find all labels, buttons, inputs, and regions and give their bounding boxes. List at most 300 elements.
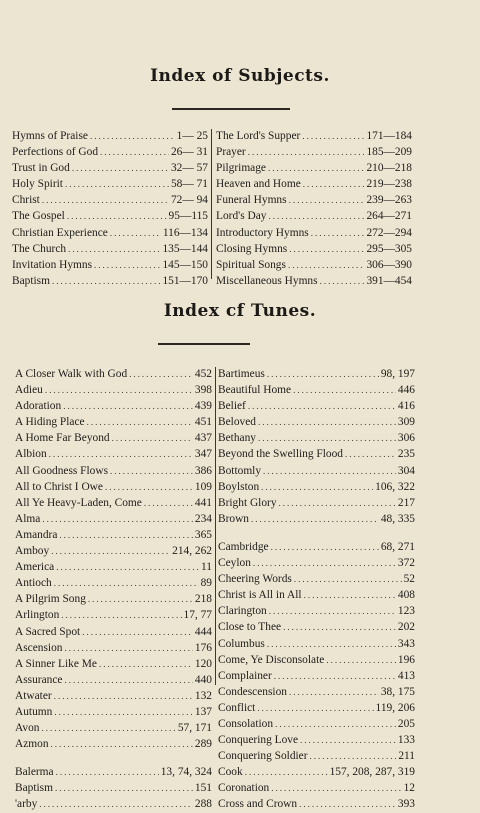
tunes-title: Index cf Tunes. [163, 301, 317, 321]
entry-name: Adieu [15, 384, 43, 397]
entry-name: Conflict [218, 701, 256, 714]
tune-entry [218, 764, 415, 780]
subject-entry [12, 257, 208, 273]
tune-entry [15, 607, 212, 623]
entry-name: Christ is All in All [218, 589, 302, 602]
dot-leader [320, 273, 365, 289]
entry-name: The Church [12, 242, 67, 255]
entry-number: 145—150 [162, 258, 208, 271]
dot-leader [248, 398, 396, 414]
entry-number: 176 [194, 641, 212, 654]
subject-entry [12, 241, 208, 257]
entry-number: 12 [403, 782, 415, 795]
subject-entry [12, 273, 208, 289]
tune-entry [218, 700, 415, 716]
entry-name: Baptism [12, 274, 50, 287]
tune-entry [15, 575, 212, 591]
subject-entry [12, 225, 208, 241]
subject-entry [216, 273, 412, 289]
tune-entry [15, 591, 212, 607]
tune-entry [218, 748, 415, 764]
entry-name: Beloved [218, 416, 256, 429]
entry-name: A Home Far Beyond [15, 432, 110, 445]
dot-leader [64, 672, 192, 688]
tune-entry [15, 640, 212, 656]
dot-leader [87, 414, 193, 430]
entry-name: A Sacred Spot [15, 625, 81, 638]
tunes-column-divider [215, 367, 216, 685]
dot-leader [54, 688, 193, 704]
dot-leader [289, 192, 365, 208]
subjects-column-divider [211, 129, 212, 279]
dot-leader [293, 382, 396, 398]
tune-entry [15, 463, 212, 479]
entry-number: 304 [397, 464, 415, 477]
entry-number: 234 [194, 512, 212, 525]
entry-name: Condescension [218, 685, 287, 698]
entry-name: Christian Experience [12, 226, 108, 239]
entry-number: 116—134 [162, 226, 208, 239]
entry-number: 151 [194, 782, 212, 795]
entry-name: Brown [218, 512, 250, 525]
tune-entry [218, 684, 415, 700]
dot-leader [304, 587, 396, 603]
dot-leader [63, 398, 193, 414]
entry-name: A Sinner Like Me [15, 657, 97, 670]
subject-entry [12, 144, 208, 160]
entry-name: A Closer Walk with God [15, 368, 128, 380]
tune-entry [15, 382, 212, 398]
tune-entry [218, 619, 415, 635]
entry-name: Amandra [15, 528, 58, 541]
entry-number: 13, 74, 324 [160, 766, 212, 779]
entry-number: 38, 175 [380, 685, 415, 698]
entry-name: A Pilgrim Song [15, 593, 86, 606]
entry-name: Conquering Love [218, 734, 299, 747]
entry-name: Amboy [15, 545, 50, 558]
entry-name: America [15, 561, 55, 574]
entry-number: 217 [397, 496, 415, 509]
entry-number: 372 [397, 557, 415, 570]
tunes-left-column [15, 366, 212, 813]
dot-leader [267, 366, 379, 382]
dot-leader [269, 603, 396, 619]
entry-name: Trust in God [12, 162, 70, 175]
dot-leader [55, 780, 193, 796]
entry-name: Holy Spirit [12, 178, 63, 191]
dot-leader [51, 543, 170, 559]
entry-number: 309 [397, 416, 415, 429]
tune-entry [15, 752, 212, 764]
tune-entry [15, 414, 212, 430]
subject-entry [12, 128, 208, 144]
entry-name: Complainer [218, 669, 272, 682]
dot-leader [289, 684, 379, 700]
subject-entry [216, 192, 412, 208]
dot-leader [299, 796, 396, 812]
entry-number: 239—263 [366, 194, 412, 207]
entry-number: 413 [397, 669, 415, 682]
subject-entry [12, 160, 208, 176]
dot-leader [310, 748, 397, 764]
dot-leader [110, 225, 161, 241]
entry-number: 306 [397, 432, 415, 445]
tune-entry [218, 398, 415, 414]
dot-leader [258, 430, 396, 446]
entry-number: 289 [194, 738, 212, 751]
dot-leader [110, 463, 193, 479]
entry-number: 135—144 [162, 242, 208, 255]
tune-entry [218, 430, 415, 446]
entry-name: All Ye Heavy-Laden, Come [15, 496, 142, 509]
dot-leader [248, 144, 365, 160]
tune-entry [218, 527, 415, 539]
tune-entry [15, 764, 212, 780]
tune-entry [218, 716, 415, 732]
tune-entry [218, 587, 415, 603]
tune-entry [15, 656, 212, 672]
tune-entry [218, 414, 415, 430]
tune-entry [15, 495, 212, 511]
dot-leader [268, 208, 364, 224]
dot-leader [42, 511, 193, 527]
entry-number: 109 [194, 480, 212, 493]
dot-leader [56, 764, 159, 780]
dot-leader [65, 176, 169, 192]
entry-name: Perfections of God [12, 146, 99, 159]
dot-leader [268, 160, 364, 176]
entry-number: 452 [194, 368, 212, 380]
dot-leader [289, 241, 364, 257]
dot-leader [90, 128, 175, 144]
entry-name: 'arby [15, 798, 38, 811]
subject-entry [216, 241, 412, 257]
entry-number: 218 [194, 593, 212, 606]
entry-name: Come, Ye Disconsolate [218, 653, 325, 666]
dot-leader [112, 430, 193, 446]
entry-name: Assurance [15, 673, 63, 686]
dot-leader [68, 241, 160, 257]
entry-number: 441 [194, 496, 212, 509]
tune-entry [15, 672, 212, 688]
entry-number: 132 [194, 689, 212, 702]
dot-leader [56, 559, 199, 575]
dot-leader [64, 640, 192, 656]
entry-number: 57, 171 [177, 722, 212, 735]
dot-leader [274, 668, 396, 684]
entry-name: Introductory Hymns [216, 226, 309, 239]
dot-leader [300, 732, 396, 748]
dot-leader [294, 571, 402, 587]
subjects-title: Index of Subjects. [150, 66, 330, 86]
dot-leader [51, 736, 193, 752]
entry-number: 393 [397, 798, 415, 811]
dot-leader [144, 495, 193, 511]
dot-leader [283, 619, 396, 635]
dot-leader [82, 624, 193, 640]
entry-name: Funeral Hymns [216, 194, 287, 207]
subject-entry [216, 128, 412, 144]
entry-name: Prayer [216, 146, 246, 159]
entry-name: Cook [218, 766, 243, 779]
tune-entry [218, 652, 415, 668]
dot-leader [41, 720, 175, 736]
entry-name: Antioch [15, 577, 52, 590]
entry-number: 26— 31 [170, 146, 208, 159]
tune-entry [218, 366, 415, 382]
tune-entry [15, 366, 212, 382]
entry-number: 171—184 [366, 130, 412, 142]
dot-leader [100, 144, 169, 160]
entry-number: 219—238 [366, 178, 412, 191]
subject-entry [12, 208, 208, 224]
dot-leader [245, 764, 328, 780]
subjects-right-column [216, 128, 412, 289]
entry-number: 235 [397, 448, 415, 461]
entry-number: 386 [194, 464, 212, 477]
entry-name: Spiritual Songs [216, 258, 286, 271]
entry-name: Cheering Words [218, 573, 292, 586]
entry-number: 48, 335 [380, 512, 415, 525]
tune-entry [15, 543, 212, 559]
dot-leader [251, 511, 379, 527]
dot-leader [54, 704, 193, 720]
entry-number: 205 [397, 717, 415, 730]
entry-number: 32— 57 [170, 162, 208, 175]
dot-leader [59, 527, 193, 543]
entry-number: 214, 262 [172, 545, 212, 558]
entry-name: Columbus [218, 637, 265, 650]
dot-leader [326, 652, 396, 668]
entry-number: 202 [397, 621, 415, 634]
tune-entry [218, 796, 415, 812]
entry-name: Cambridge [218, 540, 269, 553]
subject-entry [216, 257, 412, 273]
dot-leader [88, 591, 193, 607]
entry-number: 11 [201, 561, 212, 574]
entry-number: 157, 208, 287, 319 [329, 766, 415, 779]
subject-entry [216, 160, 412, 176]
dot-leader [45, 382, 193, 398]
entry-number: 408 [397, 589, 415, 602]
dot-leader [67, 208, 167, 224]
dot-leader [302, 128, 364, 144]
entry-number: 295—305 [366, 242, 412, 255]
dot-leader [257, 700, 373, 716]
entry-name: The Gospel [12, 210, 65, 223]
dot-leader [311, 225, 365, 241]
dot-leader [279, 495, 396, 511]
entry-name: Invitation Hymns [12, 258, 93, 271]
tune-entry [218, 463, 415, 479]
entry-name: Cross and Crown [218, 798, 298, 811]
entry-number: 210—218 [366, 162, 412, 175]
entry-number: 133 [397, 734, 415, 747]
dot-leader [253, 555, 396, 571]
dot-leader [129, 366, 193, 382]
entry-name: Balerma [15, 766, 54, 779]
subjects-title-rule [172, 108, 290, 110]
tune-entry [15, 527, 212, 543]
entry-name: Bottomly [218, 464, 262, 477]
entry-name: Consolation [218, 717, 274, 730]
entry-number: 343 [397, 637, 415, 650]
entry-number: 119, 206 [375, 701, 415, 714]
entry-name: A Hiding Place [15, 416, 85, 429]
tunes-right-column [218, 366, 415, 813]
entry-number: 416 [397, 400, 415, 413]
dot-leader [275, 716, 396, 732]
tune-entry [218, 732, 415, 748]
entry-number: 444 [194, 625, 212, 638]
tune-entry [15, 511, 212, 527]
tune-entry [15, 430, 212, 446]
dot-leader [263, 463, 396, 479]
entry-name: Conquering Soldier [218, 750, 308, 763]
tune-entry [15, 479, 212, 495]
tune-entry [15, 688, 212, 704]
entry-number: 58— 71 [170, 178, 208, 191]
entry-name: Close to Thee [218, 621, 282, 634]
entry-name: Bright Glory [218, 496, 277, 509]
entry-number: 306—390 [366, 258, 412, 271]
entry-name: Bartimeus [218, 368, 265, 380]
dot-leader [39, 796, 193, 812]
entry-number: 439 [194, 400, 212, 413]
entry-name: The Lord's Supper [216, 130, 301, 142]
entry-name: Avon [15, 722, 40, 735]
entry-number: 68, 271 [380, 540, 415, 553]
entry-name: Baptism [15, 782, 53, 795]
entry-name: Autumn [15, 705, 53, 718]
entry-name: Heaven and Home [216, 178, 301, 191]
dot-leader [54, 575, 199, 591]
entry-name: Pilgrimage [216, 162, 266, 175]
dot-leader [42, 192, 169, 208]
dot-leader [345, 446, 396, 462]
dot-leader [99, 656, 193, 672]
subject-entry [216, 225, 412, 241]
dot-leader [271, 780, 401, 796]
entry-name: Ascension [15, 641, 63, 654]
tune-entry [218, 603, 415, 619]
tune-entry [218, 571, 415, 587]
entry-name: Arlington [15, 609, 60, 622]
entry-name: Belief [218, 400, 246, 413]
entry-name: Bethany [218, 432, 256, 445]
entry-name: Azmon [15, 738, 49, 751]
entry-name: Closing Hymns [216, 242, 288, 255]
entry-number: 211 [398, 750, 415, 763]
tune-entry [15, 780, 212, 796]
entry-name: Beautiful Home [218, 384, 292, 397]
entry-name: Christ [12, 194, 40, 207]
entry-number: 1— 25 [176, 130, 208, 142]
subject-entry [216, 176, 412, 192]
dot-leader [258, 414, 396, 430]
entry-number: 398 [194, 384, 212, 397]
subjects-left-column [12, 128, 208, 289]
entry-number: 347 [194, 448, 212, 461]
tune-entry [15, 446, 212, 462]
entry-number: 106, 322 [375, 480, 415, 493]
entry-number: 89 [200, 577, 212, 590]
dot-leader [105, 479, 193, 495]
entry-number: 72— 94 [170, 194, 208, 207]
entry-number: 123 [397, 605, 415, 618]
entry-number: 98, 197 [380, 368, 415, 380]
entry-name: Albion [15, 448, 47, 461]
subject-entry [216, 208, 412, 224]
tune-entry [218, 636, 415, 652]
entry-number: 137 [194, 705, 212, 718]
entry-name: All Goodness Flows [15, 464, 109, 477]
dot-leader [72, 160, 169, 176]
entry-number: 451 [194, 416, 212, 429]
tune-entry [218, 511, 415, 527]
entry-number: 120 [194, 657, 212, 670]
entry-number: 95—115 [168, 210, 208, 223]
tune-entry [218, 382, 415, 398]
tunes-title-rule [158, 343, 250, 345]
tune-entry [15, 796, 212, 812]
tune-entry [15, 736, 212, 752]
entry-number: 264—271 [366, 210, 412, 223]
tune-entry [15, 704, 212, 720]
dot-leader [49, 446, 193, 462]
entry-number: 288 [194, 798, 212, 811]
dot-leader [61, 607, 181, 623]
tune-entry [15, 720, 212, 736]
entry-name: Lord's Day [216, 210, 267, 223]
entry-name: Ceylon [218, 557, 251, 570]
entry-name: Atwater [15, 689, 52, 702]
tune-entry [218, 539, 415, 555]
tune-entry [15, 398, 212, 414]
tune-entry [15, 624, 212, 640]
entry-name: Adoration [15, 400, 62, 413]
subject-entry [216, 144, 412, 160]
tune-entry [218, 479, 415, 495]
tune-entry [218, 446, 415, 462]
entry-name: All to Christ I Owe [15, 480, 103, 493]
dot-leader [271, 539, 379, 555]
entry-name: Alma [15, 512, 41, 525]
tune-entry [218, 555, 415, 571]
dot-leader [288, 257, 365, 273]
dot-leader [267, 636, 396, 652]
entry-number: 185—209 [366, 146, 412, 159]
entry-name: Boylston [218, 480, 260, 493]
entry-name: Miscellaneous Hymns [216, 274, 318, 287]
entry-name: Hymns of Praise [12, 130, 88, 142]
entry-number: 446 [397, 384, 415, 397]
tune-entry [218, 495, 415, 511]
subject-entry [12, 176, 208, 192]
entry-number: 17, 77 [183, 609, 212, 622]
tune-entry [218, 780, 415, 796]
entry-number: 437 [194, 432, 212, 445]
entry-name: Clarington [218, 605, 267, 618]
dot-leader [303, 176, 365, 192]
subject-entry [12, 192, 208, 208]
dot-leader [261, 479, 373, 495]
tune-entry [218, 668, 415, 684]
entry-number: 196 [397, 653, 415, 666]
entry-number: 391—454 [366, 274, 412, 287]
entry-number: 440 [194, 673, 212, 686]
entry-number: 272—294 [366, 226, 412, 239]
